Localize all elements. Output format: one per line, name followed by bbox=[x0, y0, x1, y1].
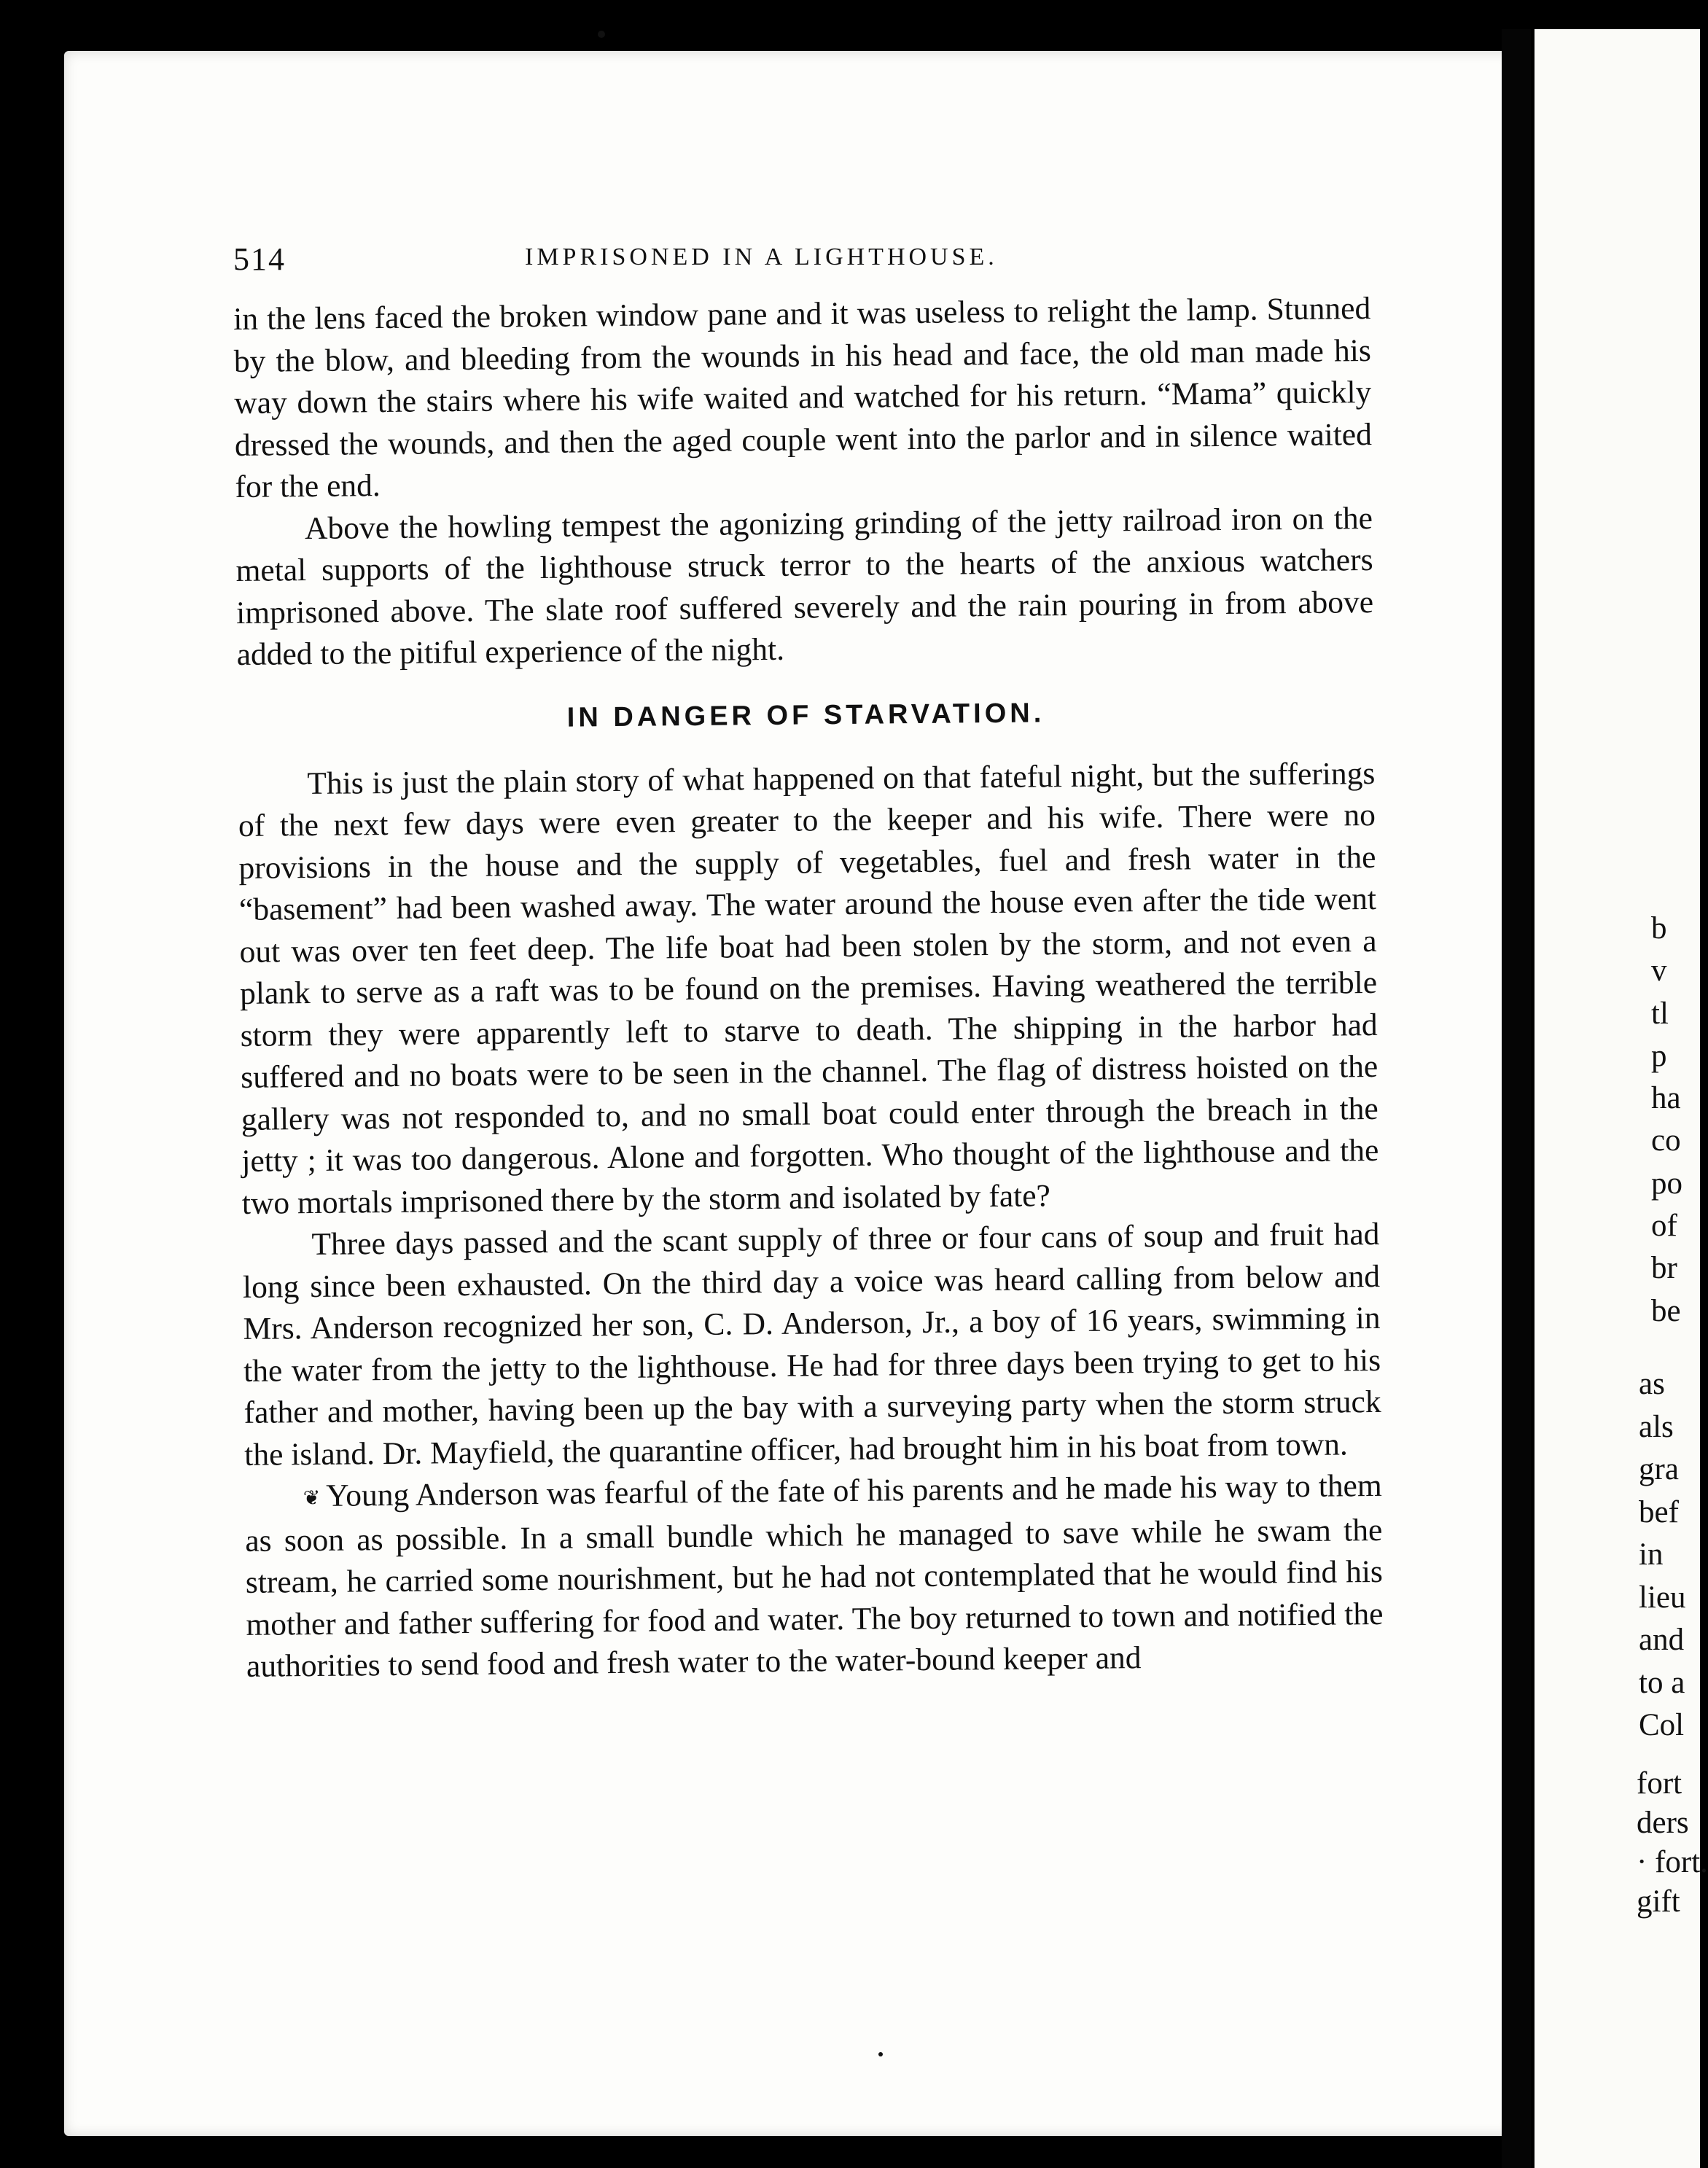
right-fragment: and bbox=[1639, 1623, 1685, 1657]
right-fragment: tl bbox=[1651, 996, 1669, 1031]
right-fragment: ha bbox=[1651, 1081, 1681, 1116]
right-fragment: v bbox=[1651, 954, 1667, 989]
right-page-fragments bbox=[1651, 908, 1682, 1333]
right-page-fragments bbox=[1637, 1764, 1708, 1922]
right-fragment: gra bbox=[1639, 1452, 1679, 1486]
right-fragment: po bbox=[1651, 1166, 1682, 1201]
running-head bbox=[233, 241, 1429, 284]
right-fragment: b bbox=[1651, 911, 1667, 945]
paragraph: Above the howling tempest the agonizing grinding of the jetty railroad iron on the metal supports of the lighthouse struck terror to the hearts of the anxious watchers imprisoned above. The slate roof suffered severely and the rain pouring in from above added to the pitiful experience of the night. bbox=[235, 500, 1374, 672]
section-heading: IN DANGER OF STARVATION. bbox=[566, 697, 1045, 733]
body-text bbox=[233, 288, 1384, 1688]
right-fragment: br bbox=[1651, 1251, 1677, 1286]
scan-speck bbox=[878, 2052, 883, 2056]
right-fragment: bef bbox=[1639, 1494, 1679, 1529]
right-fragment: lieu bbox=[1639, 1580, 1686, 1615]
paragraph: This is just the plain story of what happened on that fateful night, but the sufferings of the next few days were even greater to the keeper and his wife. There were no provisions in the house and the supply of vegetables, fuel and fresh water in the “basement” had been washed away. The water around the house even after the tide went out was over ten feet deep. The life boat had been stolen by the storm, and not even a plank to serve as a raft was to be found on the premises. Having weathered the terrible storm they were apparently left to starve to death. The shipping in the harbor had suffered and no boats were to be seen in the channel. The flag of distress hoisted on the gallery was not responded to, and no small boat could enter through the breach in the jetty ; it was too dangerous. Alone and forgotten. Who thought of the lighthouse and the two mortals imprisoned there by the storm and isolated by fate? bbox=[238, 755, 1379, 1221]
right-fragment: als bbox=[1639, 1409, 1674, 1444]
paragraph-text: Young Anderson was fearful of the fate of his parents and he made his way to them as soon as possible. In a small bundle which he managed to save while he swam the stream, he carried some nourishment, but he had not contemplated that he would find his mother and father suffering for food and water. The boy returned to town and notified the authorities to send food and fresh water to the water-bound keeper and bbox=[245, 1467, 1384, 1685]
right-fragment: be bbox=[1651, 1293, 1681, 1328]
right-fragment: ders bbox=[1637, 1806, 1689, 1840]
right-fragment: Col bbox=[1639, 1708, 1685, 1742]
right-fragment: co bbox=[1651, 1123, 1681, 1158]
scan-speck bbox=[598, 31, 605, 38]
paragraph: in the lens faced the broken window pane and it was useless to relight the lamp. Stunned by the blow, and bleeding from the wounds in his head and face, the old man made his way down the stairs where his wife waited and watched for his return. “Mama” quickly dressed the wounds, and then the aged couple went into the parlor and in silence waited for the end. bbox=[233, 291, 1373, 504]
fleuron-ornament-icon: ❦ bbox=[303, 1487, 321, 1510]
paragraph: Three days passed and the scant supply of three or four cans of soup and fruit had long since been exhausted. On the third day a voice was heard calling from below and Mrs. Anderson recognized her son, C. D. Anderson, Jr., a boy of 16 years, swimming in the water from the jetty to the lighthouse. He had for three days been trying to get to his father and mother, having been up the bay with a surveying party when the storm struck the island. Dr. Mayfield, the quarantine officer, had brought him in his boat from town. bbox=[242, 1216, 1381, 1473]
right-fragment: to a bbox=[1639, 1665, 1685, 1700]
right-fragment: of bbox=[1651, 1209, 1677, 1244]
right-fragment: fort bbox=[1637, 1766, 1682, 1801]
right-fragment: as bbox=[1639, 1367, 1665, 1401]
book-spine bbox=[1502, 29, 1531, 2168]
right-fragment: in bbox=[1639, 1537, 1664, 1572]
page-number: 514 bbox=[233, 241, 286, 277]
paragraph-with-ornament bbox=[245, 1465, 1384, 1688]
right-fragment: · fort. bbox=[1637, 1845, 1708, 1879]
right-fragment: gift bbox=[1637, 1884, 1680, 1919]
right-page-fragments bbox=[1639, 1363, 1685, 1747]
right-fragment: p bbox=[1651, 1038, 1667, 1073]
running-title: IMPRISONED IN A LIGHTHOUSE. bbox=[525, 243, 998, 270]
